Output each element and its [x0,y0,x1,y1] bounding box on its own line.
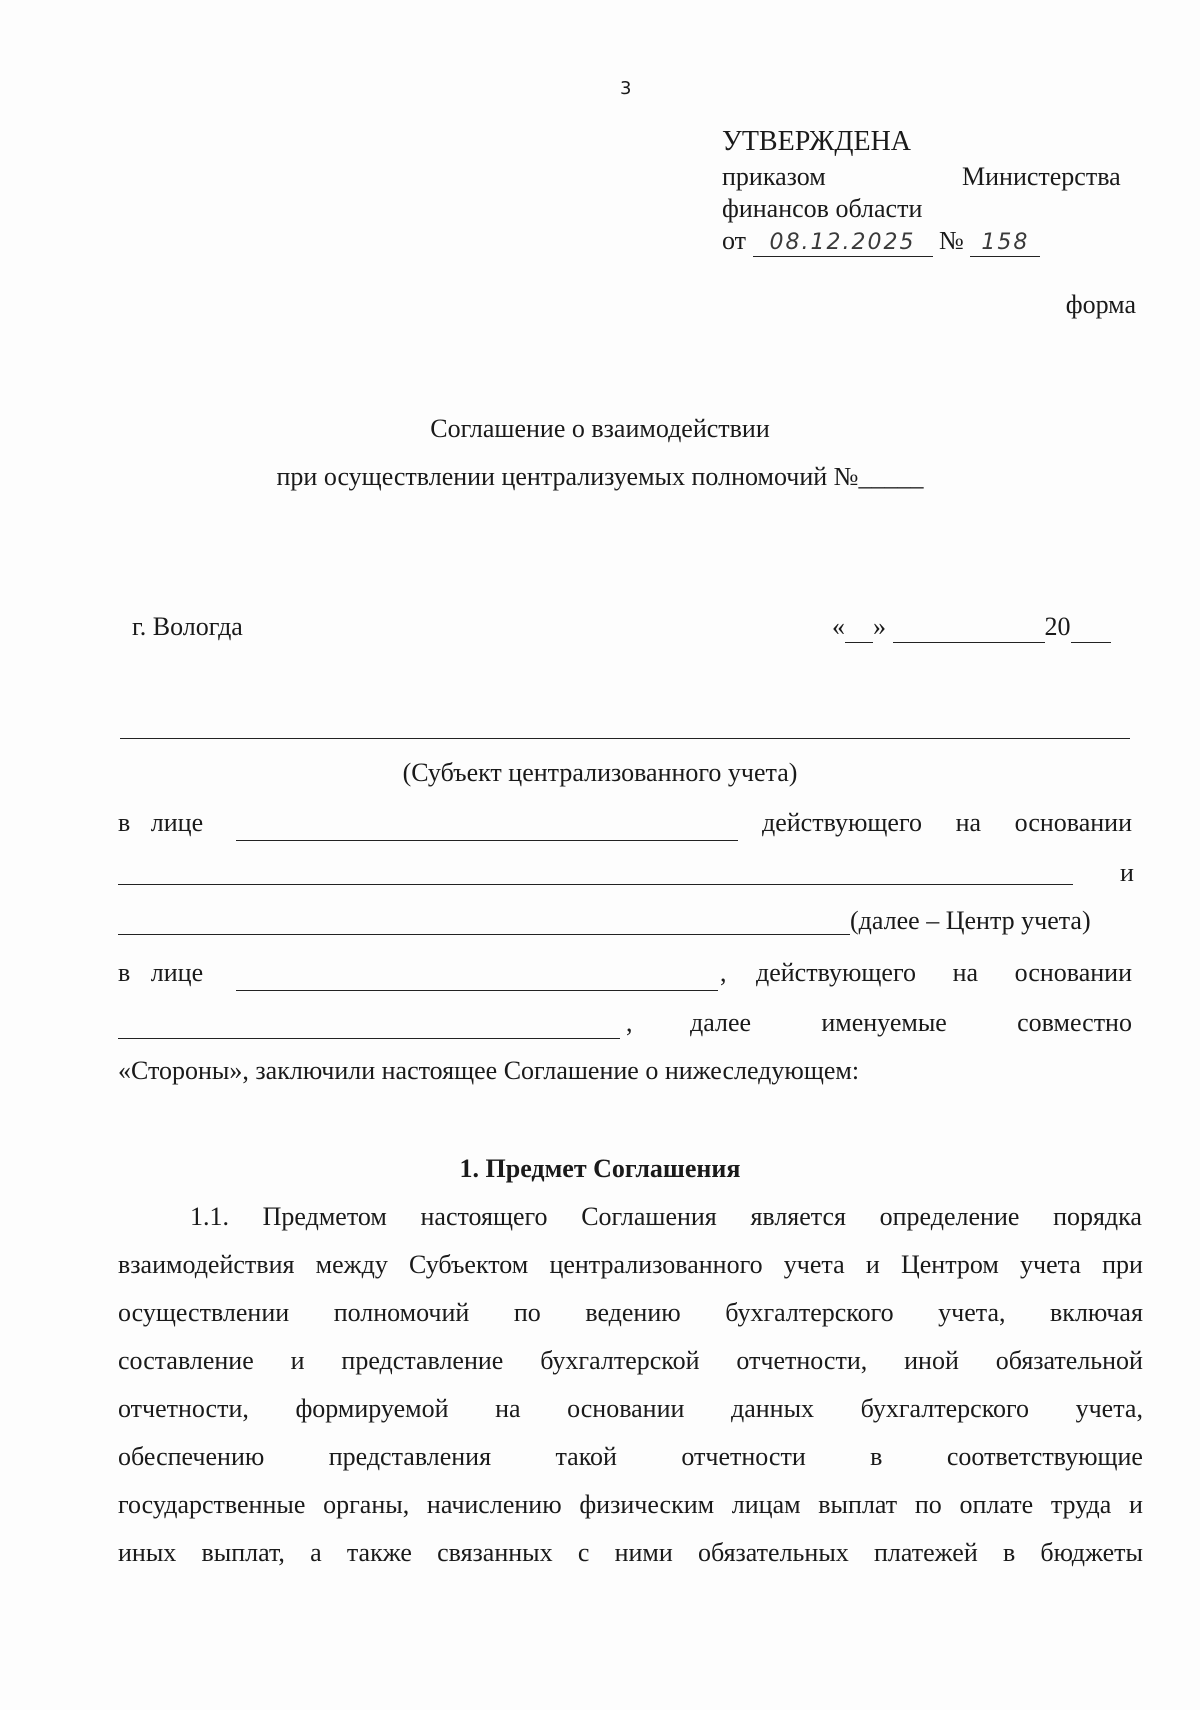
agreement-title-line2: при осуществлении централизуемых полномочий №_____ [276,462,924,491]
paragraph-word: представления [328,1442,492,1471]
paragraph-word: и [290,1346,305,1375]
city: г. Вологда [132,612,243,641]
paragraph-word: органы, [323,1490,410,1519]
approval-title: УТВЕРЖДЕНА [722,126,912,157]
paragraph-word: также [346,1538,412,1567]
party2-representative-blank [236,990,718,991]
word-hereinafter: далее [690,1008,752,1037]
approval-date-handwritten: 08.12.2025 [769,230,916,255]
paragraph-word: представление [341,1346,504,1375]
word-jointly: совместно [1017,1008,1132,1037]
paragraph-word: и [1129,1490,1143,1519]
paragraph-word: лицам [731,1490,801,1519]
party2-basis-blank [118,1038,620,1039]
paragraph-word: отчетности, [736,1346,868,1375]
paragraph-word: формируемой [295,1394,449,1423]
paragraph-word: с [577,1538,590,1567]
paragraph-word: определение [879,1202,1020,1231]
paragraph-word: при [1102,1250,1143,1279]
approval-number-handwritten: 158 [981,230,1030,255]
word-v: в [118,808,131,837]
paragraph-word: учета, [938,1298,1006,1327]
year-prefix: 20 [1044,612,1071,641]
paragraph-word: в [870,1442,883,1471]
paragraph-word: платежей [874,1538,978,1567]
close-quote: » [873,612,886,641]
paragraph-word: иных [118,1538,177,1567]
month-blank [893,612,1045,643]
subject-caption: (Субъект централизованного учета) [402,758,798,787]
paragraph-word: выплат, [201,1538,285,1567]
section1-line-8 [118,1538,1143,1568]
paragraph-word: бухгалтерской [540,1346,700,1375]
word-litse-2: лице [150,958,204,987]
paragraph-word: обеспечению [118,1442,265,1471]
subject-blank-line [120,738,1130,739]
word-acting-2: действующего [756,958,916,987]
paragraph-word: учета, [1075,1394,1143,1423]
paragraph-word: осуществлении [118,1298,290,1327]
paragraph-word: оплате [959,1490,1034,1519]
paragraph-word: Предметом [262,1202,387,1231]
form-label: форма [1065,290,1136,319]
paragraph-word: ними [614,1538,673,1567]
paragraph-word: бухгалтерского [725,1298,894,1327]
paragraph-word: физическим [579,1490,715,1519]
paragraph-word: начислению [426,1490,562,1519]
paragraph-word: в [1002,1538,1016,1567]
year-blank [1071,612,1111,643]
paragraph-word: отчетности [681,1442,806,1471]
paragraph-word: по [513,1298,541,1327]
party1-representative-blank [236,840,738,841]
paragraph-word: порядка [1053,1202,1142,1231]
word-referred: именуемые [821,1008,947,1037]
approval-date-row [722,226,1040,257]
paragraph-word: бюджеты [1040,1538,1143,1567]
approval-line2: финансов области [722,194,923,223]
word-on-2: на [952,958,979,987]
agreement-title-line1: Соглашение о взаимодействии [430,414,770,443]
paragraph-word: 1.1. [190,1202,229,1231]
number-label: № [939,226,964,255]
word-acting: действующего [762,808,922,837]
date-template [832,612,1111,643]
party1-row-right [762,808,1132,838]
paragraph-word: бухгалтерского [860,1394,1030,1423]
party2-row-left [118,958,203,988]
row4-comma: , [720,958,727,987]
row5-right [690,1008,1132,1038]
section1-line-2 [118,1250,1143,1280]
section1-line-1 [190,1202,1142,1232]
paragraph-word: Центром [900,1250,999,1279]
paragraph-word: а [310,1538,322,1567]
day-blank [845,612,873,643]
paragraph-word: полномочий [333,1298,470,1327]
row5-comma: , [626,1008,633,1037]
from-label: от [722,226,747,255]
paragraph-word: иной [904,1346,959,1375]
page-number: 3 [620,78,632,99]
paragraph-word: является [750,1202,846,1231]
paragraph-word: такой [555,1442,617,1471]
word-v-2: в [118,958,131,987]
paragraph-word: выплат [818,1490,898,1519]
paragraph-word: основании [567,1394,685,1423]
paragraph-word: Субъектом [409,1250,529,1279]
open-quote: « [832,612,845,641]
paragraph-word: настоящего [420,1202,548,1231]
paragraph-word: государственные [118,1490,306,1519]
row2-and: и [1120,858,1134,887]
paragraph-word: труда [1050,1490,1112,1519]
party1-basis-blank [118,884,1073,885]
paragraph-word: связанных [437,1538,553,1567]
center-caption: (далее – Центр учета) [850,906,1091,935]
paragraph-word: централизованного [549,1250,763,1279]
section1-line-4 [118,1346,1143,1376]
party2-row-right [756,958,1132,988]
paragraph-word: включая [1050,1298,1143,1327]
paragraph-word: и [865,1250,880,1279]
paragraph-word: Соглашения [581,1202,717,1231]
paragraph-word: соответствующие [946,1442,1143,1471]
paragraph-word: на [495,1394,521,1423]
center-name-blank [118,934,850,935]
party1-row-left [118,808,203,838]
approval-number-field [970,226,1040,257]
paragraph-word: учета [1020,1250,1081,1279]
paragraph-word: отчетности, [118,1394,249,1423]
section1-line-3 [118,1298,1143,1328]
paragraph-word: между [315,1250,388,1279]
paragraph-word: обязательной [995,1346,1143,1375]
paragraph-word: данных [730,1394,815,1423]
paragraph-word: составление [118,1346,254,1375]
paragraph-word: по [914,1490,942,1519]
paragraph-word: обязательных [698,1538,849,1567]
paragraph-word: взаимодействия [118,1250,295,1279]
word-basis: основании [1014,808,1132,837]
word-litse: лице [150,808,204,837]
section1-line-5 [118,1394,1143,1424]
word-basis-2: основании [1014,958,1132,987]
approval-date-field [753,226,933,257]
approval-line1-right: Министерства [962,162,1121,191]
section1-line-7 [118,1490,1143,1520]
parties-conclusion: «Стороны», заключили настоящее Соглашение о нижеследующем: [118,1056,860,1085]
paragraph-word: ведению [585,1298,681,1327]
paragraph-word: учета [783,1250,845,1279]
word-on: на [955,808,982,837]
section1-line-6 [118,1442,1143,1472]
approval-line1-left: приказом [722,162,826,191]
section1-heading: 1. Предмет Соглашения [459,1154,741,1183]
